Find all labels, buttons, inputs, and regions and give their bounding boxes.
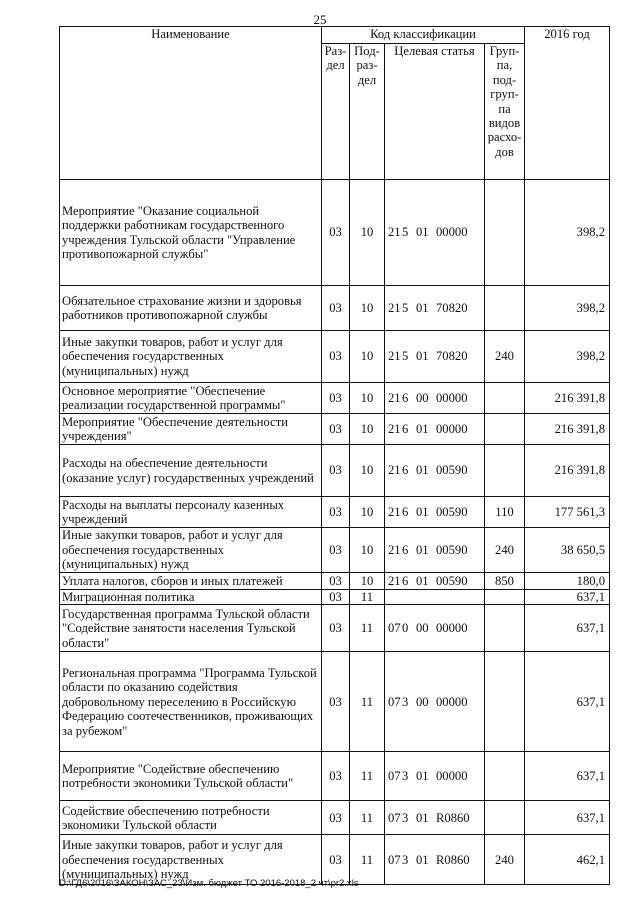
row-ts-direction: 00000 <box>436 225 468 240</box>
row-gruppa <box>485 752 525 801</box>
row-gruppa: 240 <box>485 331 525 383</box>
row-ts-program: 21 <box>388 542 401 557</box>
page-number: 25 <box>313 12 327 27</box>
row-razdel: 03 <box>322 414 350 445</box>
row-gruppa <box>485 383 525 414</box>
row-ts-subprogram: 6 <box>402 504 409 519</box>
row-podrazdel: 10 <box>350 573 385 590</box>
row-ts-event: 01 <box>416 463 429 478</box>
row-ts-direction: 00000 <box>436 769 468 784</box>
row-value: 398,2 <box>525 331 610 383</box>
row-value: 398,2 <box>525 286 610 331</box>
file-path-footer: D:\ГД6\2016\ЗАКОН\ЗАС_23\Изм. бюджет ТО 2016-2018_2 чт\pr2.xls <box>59 878 359 889</box>
row-name: Иные закупки товаров, работ и услуг для обеспечения государственных (муниципальных) нужд <box>60 835 322 885</box>
row-celevaya <box>385 445 485 497</box>
row-podrazdel: 11 <box>350 590 385 605</box>
row-ts-direction: 70820 <box>436 300 468 315</box>
row-razdel: 03 <box>322 835 350 885</box>
row-ts-direction: 00590 <box>436 504 468 519</box>
budget-table <box>59 26 610 885</box>
row-celevaya <box>385 528 485 573</box>
row-razdel: 03 <box>322 801 350 835</box>
row-podrazdel: 10 <box>350 286 385 331</box>
row-ts-program: 07 <box>388 694 401 709</box>
row-ts-direction: R0860 <box>436 810 470 825</box>
row-value: 637,1 <box>525 801 610 835</box>
header-gruppa: Груп- па, под- груп- па видов расхо- дов <box>485 44 525 180</box>
table-row <box>60 605 610 652</box>
row-gruppa: 240 <box>485 835 525 885</box>
row-gruppa <box>485 445 525 497</box>
row-ts-direction: 00000 <box>436 621 468 636</box>
row-value: 216 391,8 <box>525 383 610 414</box>
row-podrazdel: 10 <box>350 497 385 528</box>
row-ts-event: 00 <box>416 621 429 636</box>
header-razdel: Раз- дел <box>322 44 350 180</box>
row-value: 462,1 <box>525 835 610 885</box>
row-name: Уплата налогов, сборов и иных платежей <box>60 573 322 590</box>
row-ts-event: 00 <box>416 390 429 405</box>
row-celevaya <box>385 652 485 752</box>
header-row-1 <box>60 27 610 44</box>
row-ts-program: 21 <box>388 300 401 315</box>
row-podrazdel: 10 <box>350 383 385 414</box>
row-ts-event: 01 <box>416 225 429 240</box>
row-celevaya <box>385 573 485 590</box>
row-value: 398,2 <box>525 180 610 286</box>
row-podrazdel: 11 <box>350 752 385 801</box>
row-ts-subprogram: 6 <box>402 421 409 436</box>
row-celevaya <box>385 590 485 605</box>
header-code: Код классификации <box>322 27 525 44</box>
row-name: Государственная программа Тульской области "Содействие занятости населения Тульской области" <box>60 605 322 652</box>
row-value: 637,1 <box>525 652 610 752</box>
row-value: 38 650,5 <box>525 528 610 573</box>
row-ts-direction: 00590 <box>436 463 468 478</box>
row-gruppa <box>485 180 525 286</box>
row-ts-event: 01 <box>416 852 429 867</box>
row-ts-event: 01 <box>416 810 429 825</box>
row-name: Расходы на обеспечение деятельности (оказание услуг) государственных учреждений <box>60 445 322 497</box>
row-razdel: 03 <box>322 383 350 414</box>
table-row <box>60 180 610 286</box>
row-podrazdel: 11 <box>350 652 385 752</box>
row-ts-subprogram: 3 <box>402 852 409 867</box>
row-ts-program: 21 <box>388 463 401 478</box>
row-podrazdel: 10 <box>350 445 385 497</box>
row-gruppa <box>485 590 525 605</box>
row-ts-subprogram: 6 <box>402 542 409 557</box>
table-row <box>60 652 610 752</box>
row-name: Иные закупки товаров, работ и услуг для обеспечения государственных (муниципальных) нужд <box>60 528 322 573</box>
row-razdel: 03 <box>322 528 350 573</box>
row-gruppa: 110 <box>485 497 525 528</box>
row-ts-subprogram: 3 <box>402 694 409 709</box>
table-row <box>60 331 610 383</box>
row-ts-event: 01 <box>416 300 429 315</box>
row-celevaya <box>385 497 485 528</box>
table-row <box>60 752 610 801</box>
row-celevaya <box>385 835 485 885</box>
row-ts-event: 01 <box>416 504 429 519</box>
row-name: Миграционная политика <box>60 590 322 605</box>
row-ts-event: 01 <box>416 769 429 784</box>
row-gruppa <box>485 801 525 835</box>
row-name: Содействие обеспечению потребности экономики Тульской области <box>60 801 322 835</box>
row-celevaya <box>385 752 485 801</box>
row-podrazdel: 11 <box>350 605 385 652</box>
row-ts-direction: 00590 <box>436 573 468 588</box>
row-ts-program: 21 <box>388 349 401 364</box>
row-podrazdel: 10 <box>350 331 385 383</box>
row-value: 637,1 <box>525 605 610 652</box>
row-value: 216 391,8 <box>525 414 610 445</box>
table-body <box>60 180 610 885</box>
row-ts-program: 07 <box>388 621 401 636</box>
row-value: 637,1 <box>525 752 610 801</box>
row-name: Мероприятие "Содействие обеспечению потребности экономики Тульской области" <box>60 752 322 801</box>
table-row <box>60 286 610 331</box>
row-ts-program: 21 <box>388 225 401 240</box>
row-ts-event: 00 <box>416 694 429 709</box>
table-row <box>60 590 610 605</box>
table-row <box>60 801 610 835</box>
row-gruppa <box>485 605 525 652</box>
header-name: Наименование <box>60 27 322 180</box>
table-row <box>60 497 610 528</box>
row-celevaya <box>385 180 485 286</box>
table-row <box>60 414 610 445</box>
header-year: 2016 год <box>525 27 610 180</box>
row-podrazdel: 11 <box>350 801 385 835</box>
row-ts-direction: R0860 <box>436 852 470 867</box>
row-ts-subprogram: 3 <box>402 769 409 784</box>
row-podrazdel: 11 <box>350 835 385 885</box>
row-razdel: 03 <box>322 590 350 605</box>
row-gruppa <box>485 286 525 331</box>
row-ts-subprogram: 6 <box>402 463 409 478</box>
table-row <box>60 383 610 414</box>
table-row <box>60 528 610 573</box>
row-value: 637,1 <box>525 590 610 605</box>
header-podrazdel: Под- раз- дел <box>350 44 385 180</box>
row-podrazdel: 10 <box>350 528 385 573</box>
row-ts-subprogram: 6 <box>402 573 409 588</box>
row-ts-program: 21 <box>388 504 401 519</box>
row-celevaya <box>385 383 485 414</box>
row-celevaya <box>385 286 485 331</box>
header-celevaya: Целевая статья <box>385 44 485 180</box>
row-celevaya <box>385 605 485 652</box>
table-row <box>60 573 610 590</box>
row-ts-event: 01 <box>416 542 429 557</box>
row-razdel: 03 <box>322 752 350 801</box>
row-name: Основное мероприятие "Обеспечение реализации государственной программы" <box>60 383 322 414</box>
row-ts-direction: 70820 <box>436 349 468 364</box>
row-value: 180,0 <box>525 573 610 590</box>
row-ts-direction: 00000 <box>436 694 468 709</box>
row-podrazdel: 10 <box>350 180 385 286</box>
row-value: 216 391,8 <box>525 445 610 497</box>
row-ts-program: 07 <box>388 852 401 867</box>
row-celevaya <box>385 414 485 445</box>
row-ts-direction: 00000 <box>436 390 468 405</box>
row-gruppa: 850 <box>485 573 525 590</box>
row-razdel: 03 <box>322 497 350 528</box>
row-ts-program: 21 <box>388 390 401 405</box>
row-name: Мероприятие "Оказание социальной поддержки работникам государственного учреждения Тульской области "Управление противопожарной службы" <box>60 180 322 286</box>
row-name: Мероприятие "Обеспечение деятельности учреждения" <box>60 414 322 445</box>
row-name: Иные закупки товаров, работ и услуг для обеспечения государственных (муниципальных) нужд <box>60 331 322 383</box>
row-ts-event: 01 <box>416 349 429 364</box>
row-ts-event: 01 <box>416 573 429 588</box>
row-gruppa: 240 <box>485 528 525 573</box>
row-razdel: 03 <box>322 605 350 652</box>
row-gruppa <box>485 652 525 752</box>
row-celevaya <box>385 801 485 835</box>
row-razdel: 03 <box>322 445 350 497</box>
row-ts-program: 07 <box>388 769 401 784</box>
row-ts-subprogram: 5 <box>402 225 409 240</box>
row-ts-subprogram: 3 <box>402 810 409 825</box>
row-razdel: 03 <box>322 652 350 752</box>
row-name: Обязательное страхование жизни и здоровья работников противопожарной службы <box>60 286 322 331</box>
row-gruppa <box>485 414 525 445</box>
row-ts-program: 21 <box>388 421 401 436</box>
row-razdel: 03 <box>322 331 350 383</box>
row-ts-program: 07 <box>388 810 401 825</box>
row-name: Расходы на выплаты персоналу казенных учреждений <box>60 497 322 528</box>
row-ts-subprogram: 5 <box>402 300 409 315</box>
row-ts-subprogram: 5 <box>402 349 409 364</box>
row-podrazdel: 10 <box>350 414 385 445</box>
row-ts-event: 01 <box>416 421 429 436</box>
row-razdel: 03 <box>322 573 350 590</box>
row-ts-direction: 00000 <box>436 421 468 436</box>
row-ts-program: 21 <box>388 573 401 588</box>
row-value: 177 561,3 <box>525 497 610 528</box>
row-ts-subprogram: 6 <box>402 390 409 405</box>
row-ts-subprogram: 0 <box>402 621 409 636</box>
row-razdel: 03 <box>322 180 350 286</box>
row-celevaya <box>385 331 485 383</box>
row-name: Региональная программа "Программа Тульской области по оказанию содействия добровольному переселению в Российскую Федерацию соотечественников, проживающих за рубежом" <box>60 652 322 752</box>
row-ts-direction: 00590 <box>436 542 468 557</box>
row-razdel: 03 <box>322 286 350 331</box>
table-row <box>60 445 610 497</box>
